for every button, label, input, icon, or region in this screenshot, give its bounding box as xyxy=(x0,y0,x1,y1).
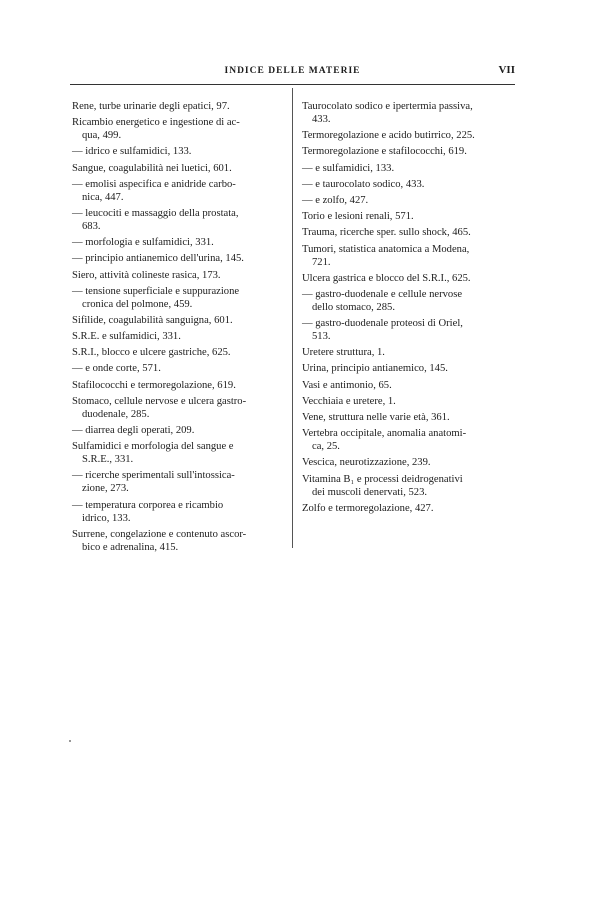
index-entry-line: Vasi e antimonio, 65. xyxy=(302,379,392,391)
index-entry-line: Sifilide, coagulabilità sanguigna, 601. xyxy=(72,314,233,326)
index-entry-continuation: 683. xyxy=(82,220,101,232)
scan-speck xyxy=(69,740,71,742)
index-entry-continuation: zione, 273. xyxy=(82,483,129,495)
index-entry-continuation: cronica del polmone, 459. xyxy=(82,298,193,310)
index-entry-line: — e onde corte, 571. xyxy=(72,363,161,375)
index-entry-line: — gastro-duodenale e cellule nervose xyxy=(302,288,463,300)
index-entry xyxy=(72,207,288,233)
index-entry xyxy=(72,346,288,359)
index-entry-line: — gastro-duodenale proteosi di Oriel, xyxy=(302,318,463,330)
index-entry xyxy=(302,129,516,142)
index-entry-line: — morfologia e sulfamidici, 331. xyxy=(72,237,214,249)
header-rule xyxy=(70,84,515,85)
index-entry xyxy=(302,395,516,408)
page-header xyxy=(70,64,515,84)
index-entry-line: Stomaco, cellule nervose e ulcera gastro- xyxy=(72,395,247,407)
index-entry-line: Sangue, coagulabilità nei luetici, 601. xyxy=(72,162,232,174)
index-entry-line: S.R.E. e sulfamidici, 331. xyxy=(72,331,181,343)
index-entry-line: Rene, turbe urinarie degli epatici, 97. xyxy=(72,101,230,112)
page-number: VII xyxy=(498,64,515,76)
column-divider xyxy=(292,88,293,548)
index-entry-line: Stafilococchi e termoregolazione, 619. xyxy=(72,379,236,391)
index-entry xyxy=(72,362,288,375)
index-entry xyxy=(302,288,516,314)
index-entry xyxy=(72,269,288,282)
index-entry xyxy=(72,424,288,437)
index-entry xyxy=(72,528,288,554)
index-entry xyxy=(72,285,288,311)
index-entry-line: Termoregolazione e acido butirrico, 225. xyxy=(302,130,475,142)
index-entry xyxy=(302,100,516,126)
index-entry xyxy=(72,395,288,421)
index-entry-line: — diarrea degli operati, 209. xyxy=(72,425,195,436)
index-entry xyxy=(302,145,516,158)
index-entry xyxy=(302,162,516,175)
index-entry-continuation: bico e adrenalina, 415. xyxy=(82,541,179,553)
index-entry-continuation: dei muscoli denervati, 523. xyxy=(312,486,428,498)
index-entry xyxy=(302,411,516,424)
index-entry xyxy=(302,456,516,469)
index-entry xyxy=(302,473,516,499)
index-entry-line: — e zolfo, 427. xyxy=(302,194,369,206)
index-entry xyxy=(302,379,516,392)
index-column-left xyxy=(72,100,288,557)
index-entry-line: Vescica, neurotizzazione, 239. xyxy=(302,457,431,469)
index-entry-line: Zolfo e termoregolazione, 427. xyxy=(302,502,434,514)
index-entry-line: Vene, struttura nelle varie età, 361. xyxy=(302,412,450,423)
index-entry-continuation: 513. xyxy=(312,331,331,343)
index-entry xyxy=(302,502,516,515)
index-entry-line: — principio antianemico dell'urina, 145. xyxy=(72,253,244,265)
running-title: INDICE DELLE MATERIE xyxy=(224,66,361,76)
index-entry-line: Tumori, statistica anatomica a Modena, xyxy=(302,243,470,255)
index-entry-line: Sulfamidici e morfologia del sangue e xyxy=(72,441,234,453)
index-entry-continuation: 433. xyxy=(312,114,331,125)
index-entry xyxy=(72,330,288,343)
index-entry xyxy=(302,178,516,191)
index-entry xyxy=(72,252,288,265)
index-entry xyxy=(302,317,516,343)
index-entry-line: Vitamina B₁ e processi deidrogenativi xyxy=(302,473,463,485)
index-entry xyxy=(302,346,516,359)
index-entry-line: Taurocolato sodico e ipertermia passiva, xyxy=(302,101,473,112)
index-column-right xyxy=(302,100,516,518)
index-entry-line: Surrene, congelazione e contenuto ascor- xyxy=(72,528,247,540)
index-entry xyxy=(72,314,288,327)
index-entry-line: — leucociti e massaggio della prostata, xyxy=(72,207,239,219)
index-entry xyxy=(72,469,288,495)
index-entry-continuation: qua, 499. xyxy=(82,130,122,142)
index-entry-line: Vecchiaia e uretere, 1. xyxy=(302,395,396,407)
index-entry-line: — idrico e sulfamidici, 133. xyxy=(72,146,192,158)
index-entry-line: — emolisi aspecifica e anidride carbo- xyxy=(72,178,236,190)
index-entry-line: — ricerche sperimentali sull'intossica- xyxy=(72,470,235,482)
index-entry-line: Vertebra occipitale, anomalia anatomi- xyxy=(302,428,467,440)
index-entry-line: Ulcera gastrica e blocco del S.R.I., 625. xyxy=(302,272,471,284)
index-entry-continuation: idrico, 133. xyxy=(82,512,131,524)
index-entry-line: Trauma, ricerche sper. sullo shock, 465. xyxy=(302,227,471,239)
index-entry xyxy=(302,272,516,285)
index-entry xyxy=(72,100,288,113)
index-entry-line: — e taurocolato sodico, 433. xyxy=(302,178,425,190)
index-entry xyxy=(72,379,288,392)
index-entry-line: Ricambio energetico e ingestione di ac- xyxy=(72,117,240,129)
index-entry-continuation: 721. xyxy=(312,256,331,268)
index-entry xyxy=(302,243,516,269)
index-entry-line: Uretere struttura, 1. xyxy=(302,347,385,359)
index-entry-continuation: nica, 447. xyxy=(82,191,124,203)
index-entry xyxy=(72,145,288,158)
index-entry-line: Torio e lesioni renali, 571. xyxy=(302,211,414,223)
index-entry xyxy=(72,178,288,204)
index-entry-continuation: ca, 25. xyxy=(312,441,340,453)
index-entry xyxy=(72,236,288,249)
index-entry xyxy=(72,499,288,525)
index-entry-line: Urina, principio antianemico, 145. xyxy=(302,363,448,375)
index-entry xyxy=(72,440,288,466)
index-entry-continuation: duodenale, 285. xyxy=(82,408,150,420)
index-entry-line: Termoregolazione e stafilococchi, 619. xyxy=(302,146,467,158)
index-entry-continuation: S.R.E., 331. xyxy=(82,454,134,466)
index-entry xyxy=(302,226,516,239)
index-entry xyxy=(72,162,288,175)
index-entry-line: Siero, attività colineste rasica, 173. xyxy=(72,269,221,281)
index-entry-line: — tensione superficiale e suppurazione xyxy=(72,285,240,297)
index-entry xyxy=(72,116,288,142)
index-entry xyxy=(302,427,516,453)
index-entry xyxy=(302,210,516,223)
index-entry xyxy=(302,362,516,375)
index-entry-line: — temperatura corporea e ricambio xyxy=(72,499,224,511)
index-entry-line: — e sulfamidici, 133. xyxy=(302,162,395,174)
index-entry xyxy=(302,194,516,207)
index-entry-line: S.R.I., blocco e ulcere gastriche, 625. xyxy=(72,347,231,359)
index-entry-continuation: dello stomaco, 285. xyxy=(312,301,395,313)
